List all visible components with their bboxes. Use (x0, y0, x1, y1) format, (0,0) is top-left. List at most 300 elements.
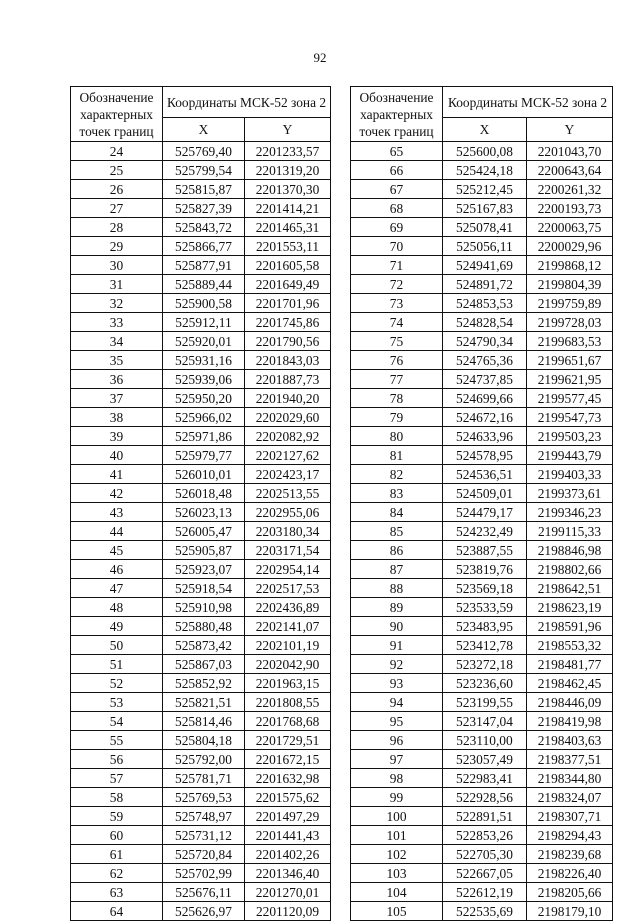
coordinates-table-right (350, 86, 613, 921)
table-row (351, 902, 613, 921)
y-coordinate-cell: 2199115,33 (527, 522, 613, 541)
y-coordinate-cell: 2202423,17 (245, 465, 331, 484)
y-coordinate-cell: 2201605,58 (245, 256, 331, 275)
table-row (71, 693, 331, 712)
point-number-cell: 62 (71, 864, 163, 883)
table-row (351, 465, 613, 484)
header-coords-label: Координаты МСК-52 зона 2 (163, 87, 331, 118)
table-row (351, 351, 613, 370)
y-coordinate-cell: 2198446,09 (527, 693, 613, 712)
y-coordinate-cell: 2199503,23 (527, 427, 613, 446)
x-coordinate-cell: 525877,91 (163, 256, 245, 275)
point-number-cell: 42 (71, 484, 163, 503)
y-coordinate-cell: 2201465,31 (245, 218, 331, 237)
x-coordinate-cell: 523483,95 (443, 617, 527, 636)
y-coordinate-cell: 2198846,98 (527, 541, 613, 560)
x-coordinate-cell: 525676,11 (163, 883, 245, 902)
y-coordinate-cell: 2198294,43 (527, 826, 613, 845)
point-number-cell: 90 (351, 617, 443, 636)
y-coordinate-cell: 2200643,64 (527, 161, 613, 180)
y-coordinate-cell: 2202127,62 (245, 446, 331, 465)
point-number-cell: 64 (71, 902, 163, 921)
x-coordinate-cell: 525702,99 (163, 864, 245, 883)
table-row (71, 636, 331, 655)
point-number-cell: 51 (71, 655, 163, 674)
point-number-cell: 94 (351, 693, 443, 712)
y-coordinate-cell: 2201043,70 (527, 142, 613, 161)
point-number-cell: 46 (71, 560, 163, 579)
y-coordinate-cell: 2201701,96 (245, 294, 331, 313)
y-coordinate-cell: 2201233,57 (245, 142, 331, 161)
point-number-cell: 40 (71, 446, 163, 465)
y-coordinate-cell: 2201553,11 (245, 237, 331, 256)
header-y: Y (527, 117, 613, 141)
point-number-cell: 100 (351, 807, 443, 826)
y-coordinate-cell: 2199577,45 (527, 389, 613, 408)
point-number-cell: 76 (351, 351, 443, 370)
x-coordinate-cell: 523057,49 (443, 750, 527, 769)
point-number-cell: 66 (351, 161, 443, 180)
point-number-cell: 58 (71, 788, 163, 807)
table-row (351, 598, 613, 617)
y-coordinate-cell: 2201729,51 (245, 731, 331, 750)
table-row (71, 579, 331, 598)
point-number-cell: 91 (351, 636, 443, 655)
header-x: X (443, 117, 527, 141)
table-row (71, 218, 331, 237)
y-coordinate-cell: 2199443,79 (527, 446, 613, 465)
x-coordinate-cell: 525923,07 (163, 560, 245, 579)
x-coordinate-cell: 525852,92 (163, 674, 245, 693)
x-coordinate-cell: 522667,05 (443, 864, 527, 883)
x-coordinate-cell: 523199,55 (443, 693, 527, 712)
x-coordinate-cell: 525424,18 (443, 161, 527, 180)
x-coordinate-cell: 524765,36 (443, 351, 527, 370)
header-x: X (163, 117, 245, 141)
table-row (351, 579, 613, 598)
table-row (71, 484, 331, 503)
x-coordinate-cell: 524479,17 (443, 503, 527, 522)
x-coordinate-cell: 525748,97 (163, 807, 245, 826)
point-number-cell: 41 (71, 465, 163, 484)
x-coordinate-cell: 524633,96 (443, 427, 527, 446)
table-row (351, 769, 613, 788)
table-row (351, 256, 613, 275)
table-row (351, 750, 613, 769)
x-coordinate-cell: 525212,45 (443, 180, 527, 199)
y-coordinate-cell: 2199728,03 (527, 313, 613, 332)
x-coordinate-cell: 522983,41 (443, 769, 527, 788)
x-coordinate-cell: 524699,66 (443, 389, 527, 408)
point-number-cell: 52 (71, 674, 163, 693)
y-coordinate-cell: 2201319,20 (245, 161, 331, 180)
point-number-cell: 77 (351, 370, 443, 389)
y-coordinate-cell: 2199683,53 (527, 332, 613, 351)
x-coordinate-cell: 523533,59 (443, 598, 527, 617)
x-coordinate-cell: 524891,72 (443, 275, 527, 294)
table-row (71, 237, 331, 256)
x-coordinate-cell: 522928,56 (443, 788, 527, 807)
table-row (71, 522, 331, 541)
point-number-cell: 53 (71, 693, 163, 712)
y-coordinate-cell: 2198377,51 (527, 750, 613, 769)
y-coordinate-cell: 2201632,98 (245, 769, 331, 788)
y-coordinate-cell: 2201940,20 (245, 389, 331, 408)
x-coordinate-cell: 522853,26 (443, 826, 527, 845)
x-coordinate-cell: 525167,83 (443, 199, 527, 218)
table-row (351, 332, 613, 351)
x-coordinate-cell: 522705,30 (443, 845, 527, 864)
point-number-cell: 50 (71, 636, 163, 655)
x-coordinate-cell: 524941,69 (443, 256, 527, 275)
point-number-cell: 59 (71, 807, 163, 826)
table-row (71, 845, 331, 864)
y-coordinate-cell: 2198403,63 (527, 731, 613, 750)
table-row (351, 484, 613, 503)
table-row (351, 636, 613, 655)
x-coordinate-cell: 525918,54 (163, 579, 245, 598)
point-number-cell: 57 (71, 769, 163, 788)
x-coordinate-cell: 524828,54 (443, 313, 527, 332)
y-coordinate-cell: 2201808,55 (245, 693, 331, 712)
y-coordinate-cell: 2199547,73 (527, 408, 613, 427)
point-number-cell: 38 (71, 408, 163, 427)
table-row (71, 408, 331, 427)
table-row (351, 503, 613, 522)
header-point-label: Обозначение характерных точек границ (71, 87, 163, 142)
table-row (71, 142, 331, 161)
point-number-cell: 82 (351, 465, 443, 484)
table-row (351, 408, 613, 427)
header-coords-label: Координаты МСК-52 зона 2 (443, 87, 613, 118)
table-row (71, 617, 331, 636)
table-row (71, 560, 331, 579)
x-coordinate-cell: 524737,85 (443, 370, 527, 389)
x-coordinate-cell: 523412,78 (443, 636, 527, 655)
table-row (71, 750, 331, 769)
y-coordinate-cell: 2199651,67 (527, 351, 613, 370)
point-number-cell: 36 (71, 370, 163, 389)
x-coordinate-cell: 523272,18 (443, 655, 527, 674)
table-row (71, 655, 331, 674)
point-number-cell: 85 (351, 522, 443, 541)
table-row (71, 180, 331, 199)
y-coordinate-cell: 2198324,07 (527, 788, 613, 807)
y-coordinate-cell: 2198642,51 (527, 579, 613, 598)
point-number-cell: 103 (351, 864, 443, 883)
x-coordinate-cell: 525792,00 (163, 750, 245, 769)
page-number: 92 (313, 50, 327, 65)
table-row (351, 427, 613, 446)
x-coordinate-cell: 524232,49 (443, 522, 527, 541)
point-number-cell: 44 (71, 522, 163, 541)
point-number-cell: 99 (351, 788, 443, 807)
point-number-cell: 84 (351, 503, 443, 522)
table-row (71, 674, 331, 693)
point-number-cell: 102 (351, 845, 443, 864)
point-number-cell: 95 (351, 712, 443, 731)
table-row (351, 845, 613, 864)
table-row (351, 788, 613, 807)
y-coordinate-cell: 2202082,92 (245, 427, 331, 446)
table-row (351, 142, 613, 161)
y-coordinate-cell: 2198179,10 (527, 902, 613, 921)
y-coordinate-cell: 2198419,98 (527, 712, 613, 731)
header-y: Y (245, 117, 331, 141)
y-coordinate-cell: 2201370,30 (245, 180, 331, 199)
point-number-cell: 80 (351, 427, 443, 446)
y-coordinate-cell: 2199621,95 (527, 370, 613, 389)
y-coordinate-cell: 2201270,01 (245, 883, 331, 902)
y-coordinate-cell: 2199868,12 (527, 256, 613, 275)
x-coordinate-cell: 525866,77 (163, 237, 245, 256)
y-coordinate-cell: 2202954,14 (245, 560, 331, 579)
point-number-cell: 69 (351, 218, 443, 237)
point-number-cell: 25 (71, 161, 163, 180)
point-number-cell: 33 (71, 313, 163, 332)
point-number-cell: 70 (351, 237, 443, 256)
point-number-cell: 65 (351, 142, 443, 161)
point-number-cell: 73 (351, 294, 443, 313)
table-row (71, 465, 331, 484)
point-number-cell: 28 (71, 218, 163, 237)
y-coordinate-cell: 2199804,39 (527, 275, 613, 294)
point-number-cell: 29 (71, 237, 163, 256)
x-coordinate-cell: 524578,95 (443, 446, 527, 465)
x-coordinate-cell: 522612,19 (443, 883, 527, 902)
point-number-cell: 39 (71, 427, 163, 446)
table-row (71, 161, 331, 180)
table-row (71, 864, 331, 883)
x-coordinate-cell: 523569,18 (443, 579, 527, 598)
x-coordinate-cell: 525873,42 (163, 636, 245, 655)
y-coordinate-cell: 2198239,68 (527, 845, 613, 864)
x-coordinate-cell: 526018,48 (163, 484, 245, 503)
point-number-cell: 81 (351, 446, 443, 465)
table-row (351, 313, 613, 332)
x-coordinate-cell: 525804,18 (163, 731, 245, 750)
x-coordinate-cell: 523147,04 (443, 712, 527, 731)
table-row (71, 332, 331, 351)
point-number-cell: 48 (71, 598, 163, 617)
point-number-cell: 47 (71, 579, 163, 598)
x-coordinate-cell: 525843,72 (163, 218, 245, 237)
y-coordinate-cell: 2198205,66 (527, 883, 613, 902)
table-row (351, 807, 613, 826)
y-coordinate-cell: 2202955,06 (245, 503, 331, 522)
table-row (351, 674, 613, 693)
point-number-cell: 78 (351, 389, 443, 408)
table-row (71, 503, 331, 522)
table-row (351, 883, 613, 902)
x-coordinate-cell: 525880,48 (163, 617, 245, 636)
x-coordinate-cell: 523819,76 (443, 560, 527, 579)
table-row (71, 807, 331, 826)
y-coordinate-cell: 2201441,43 (245, 826, 331, 845)
y-coordinate-cell: 2200063,75 (527, 218, 613, 237)
table-row (351, 712, 613, 731)
y-coordinate-cell: 2202101,19 (245, 636, 331, 655)
x-coordinate-cell: 525078,41 (443, 218, 527, 237)
x-coordinate-cell: 525769,40 (163, 142, 245, 161)
y-coordinate-cell: 2198481,77 (527, 655, 613, 674)
table-body-left (71, 142, 331, 921)
table-row (351, 560, 613, 579)
table-row (351, 237, 613, 256)
y-coordinate-cell: 2202042,90 (245, 655, 331, 674)
point-number-cell: 68 (351, 199, 443, 218)
y-coordinate-cell: 2201768,68 (245, 712, 331, 731)
x-coordinate-cell: 525867,03 (163, 655, 245, 674)
table-row (351, 826, 613, 845)
x-coordinate-cell: 522891,51 (443, 807, 527, 826)
table-row (351, 294, 613, 313)
header-point-label: Обозначение характерных точек границ (351, 87, 443, 142)
x-coordinate-cell: 525931,16 (163, 351, 245, 370)
point-number-cell: 27 (71, 199, 163, 218)
table-row (71, 731, 331, 750)
table-row (71, 389, 331, 408)
table-row (71, 446, 331, 465)
table-row (71, 826, 331, 845)
y-coordinate-cell: 2199403,33 (527, 465, 613, 484)
table-row (71, 294, 331, 313)
x-coordinate-cell: 525979,77 (163, 446, 245, 465)
x-coordinate-cell: 525781,71 (163, 769, 245, 788)
point-number-cell: 61 (71, 845, 163, 864)
point-number-cell: 97 (351, 750, 443, 769)
table-row (351, 446, 613, 465)
y-coordinate-cell: 2201843,03 (245, 351, 331, 370)
x-coordinate-cell: 524509,01 (443, 484, 527, 503)
x-coordinate-cell: 525950,20 (163, 389, 245, 408)
point-number-cell: 93 (351, 674, 443, 693)
x-coordinate-cell: 524536,51 (443, 465, 527, 484)
table-row (71, 883, 331, 902)
y-coordinate-cell: 2201575,62 (245, 788, 331, 807)
point-number-cell: 30 (71, 256, 163, 275)
point-number-cell: 88 (351, 579, 443, 598)
y-coordinate-cell: 2201790,56 (245, 332, 331, 351)
table-row (71, 370, 331, 389)
point-number-cell: 89 (351, 598, 443, 617)
x-coordinate-cell: 523110,00 (443, 731, 527, 750)
table-row (71, 788, 331, 807)
y-coordinate-cell: 2199346,23 (527, 503, 613, 522)
x-coordinate-cell: 525971,86 (163, 427, 245, 446)
y-coordinate-cell: 2198553,32 (527, 636, 613, 655)
coordinates-table-left (70, 86, 331, 921)
point-number-cell: 34 (71, 332, 163, 351)
table-row (351, 180, 613, 199)
x-coordinate-cell: 525900,58 (163, 294, 245, 313)
point-number-cell: 60 (71, 826, 163, 845)
x-coordinate-cell: 523887,55 (443, 541, 527, 560)
y-coordinate-cell: 2201402,26 (245, 845, 331, 864)
y-coordinate-cell: 2202517,53 (245, 579, 331, 598)
point-number-cell: 56 (71, 750, 163, 769)
point-number-cell: 35 (71, 351, 163, 370)
point-number-cell: 24 (71, 142, 163, 161)
table-row (71, 256, 331, 275)
y-coordinate-cell: 2201963,15 (245, 674, 331, 693)
table-row (71, 351, 331, 370)
table-row (71, 541, 331, 560)
y-coordinate-cell: 2199759,89 (527, 294, 613, 313)
point-number-cell: 86 (351, 541, 443, 560)
y-coordinate-cell: 2201649,49 (245, 275, 331, 294)
x-coordinate-cell: 525920,01 (163, 332, 245, 351)
point-number-cell: 43 (71, 503, 163, 522)
point-number-cell: 71 (351, 256, 443, 275)
point-number-cell: 67 (351, 180, 443, 199)
y-coordinate-cell: 2198802,66 (527, 560, 613, 579)
y-coordinate-cell: 2202141,07 (245, 617, 331, 636)
x-coordinate-cell: 525905,87 (163, 541, 245, 560)
point-number-cell: 49 (71, 617, 163, 636)
point-number-cell: 74 (351, 313, 443, 332)
y-coordinate-cell: 2200029,96 (527, 237, 613, 256)
x-coordinate-cell: 525600,08 (443, 142, 527, 161)
y-coordinate-cell: 2202029,60 (245, 408, 331, 427)
table-row (351, 389, 613, 408)
y-coordinate-cell: 2201497,29 (245, 807, 331, 826)
point-number-cell: 26 (71, 180, 163, 199)
table-row (351, 864, 613, 883)
x-coordinate-cell: 525821,51 (163, 693, 245, 712)
table-row (351, 370, 613, 389)
x-coordinate-cell: 524672,16 (443, 408, 527, 427)
y-coordinate-cell: 2198344,80 (527, 769, 613, 788)
y-coordinate-cell: 2198623,19 (527, 598, 613, 617)
table-row (351, 522, 613, 541)
point-number-cell: 31 (71, 275, 163, 294)
x-coordinate-cell: 526023,13 (163, 503, 245, 522)
y-coordinate-cell: 2201745,86 (245, 313, 331, 332)
table-row (71, 902, 331, 921)
x-coordinate-cell: 526010,01 (163, 465, 245, 484)
table-row (71, 275, 331, 294)
table-row (351, 161, 613, 180)
point-number-cell: 104 (351, 883, 443, 902)
x-coordinate-cell: 524790,34 (443, 332, 527, 351)
y-coordinate-cell: 2200193,73 (527, 199, 613, 218)
x-coordinate-cell: 522535,69 (443, 902, 527, 921)
y-coordinate-cell: 2201414,21 (245, 199, 331, 218)
point-number-cell: 63 (71, 883, 163, 902)
x-coordinate-cell: 525731,12 (163, 826, 245, 845)
y-coordinate-cell: 2202436,89 (245, 598, 331, 617)
table-row (351, 275, 613, 294)
y-coordinate-cell: 2200261,32 (527, 180, 613, 199)
x-coordinate-cell: 525626,97 (163, 902, 245, 921)
x-coordinate-cell: 525912,11 (163, 313, 245, 332)
point-number-cell: 72 (351, 275, 443, 294)
point-number-cell: 98 (351, 769, 443, 788)
point-number-cell: 79 (351, 408, 443, 427)
x-coordinate-cell: 525769,53 (163, 788, 245, 807)
table-row (71, 313, 331, 332)
point-number-cell: 54 (71, 712, 163, 731)
point-number-cell: 32 (71, 294, 163, 313)
x-coordinate-cell: 525720,84 (163, 845, 245, 864)
y-coordinate-cell: 2202513,55 (245, 484, 331, 503)
x-coordinate-cell: 525815,87 (163, 180, 245, 199)
y-coordinate-cell: 2201672,15 (245, 750, 331, 769)
table-row (71, 199, 331, 218)
x-coordinate-cell: 523236,60 (443, 674, 527, 693)
x-coordinate-cell: 526005,47 (163, 522, 245, 541)
